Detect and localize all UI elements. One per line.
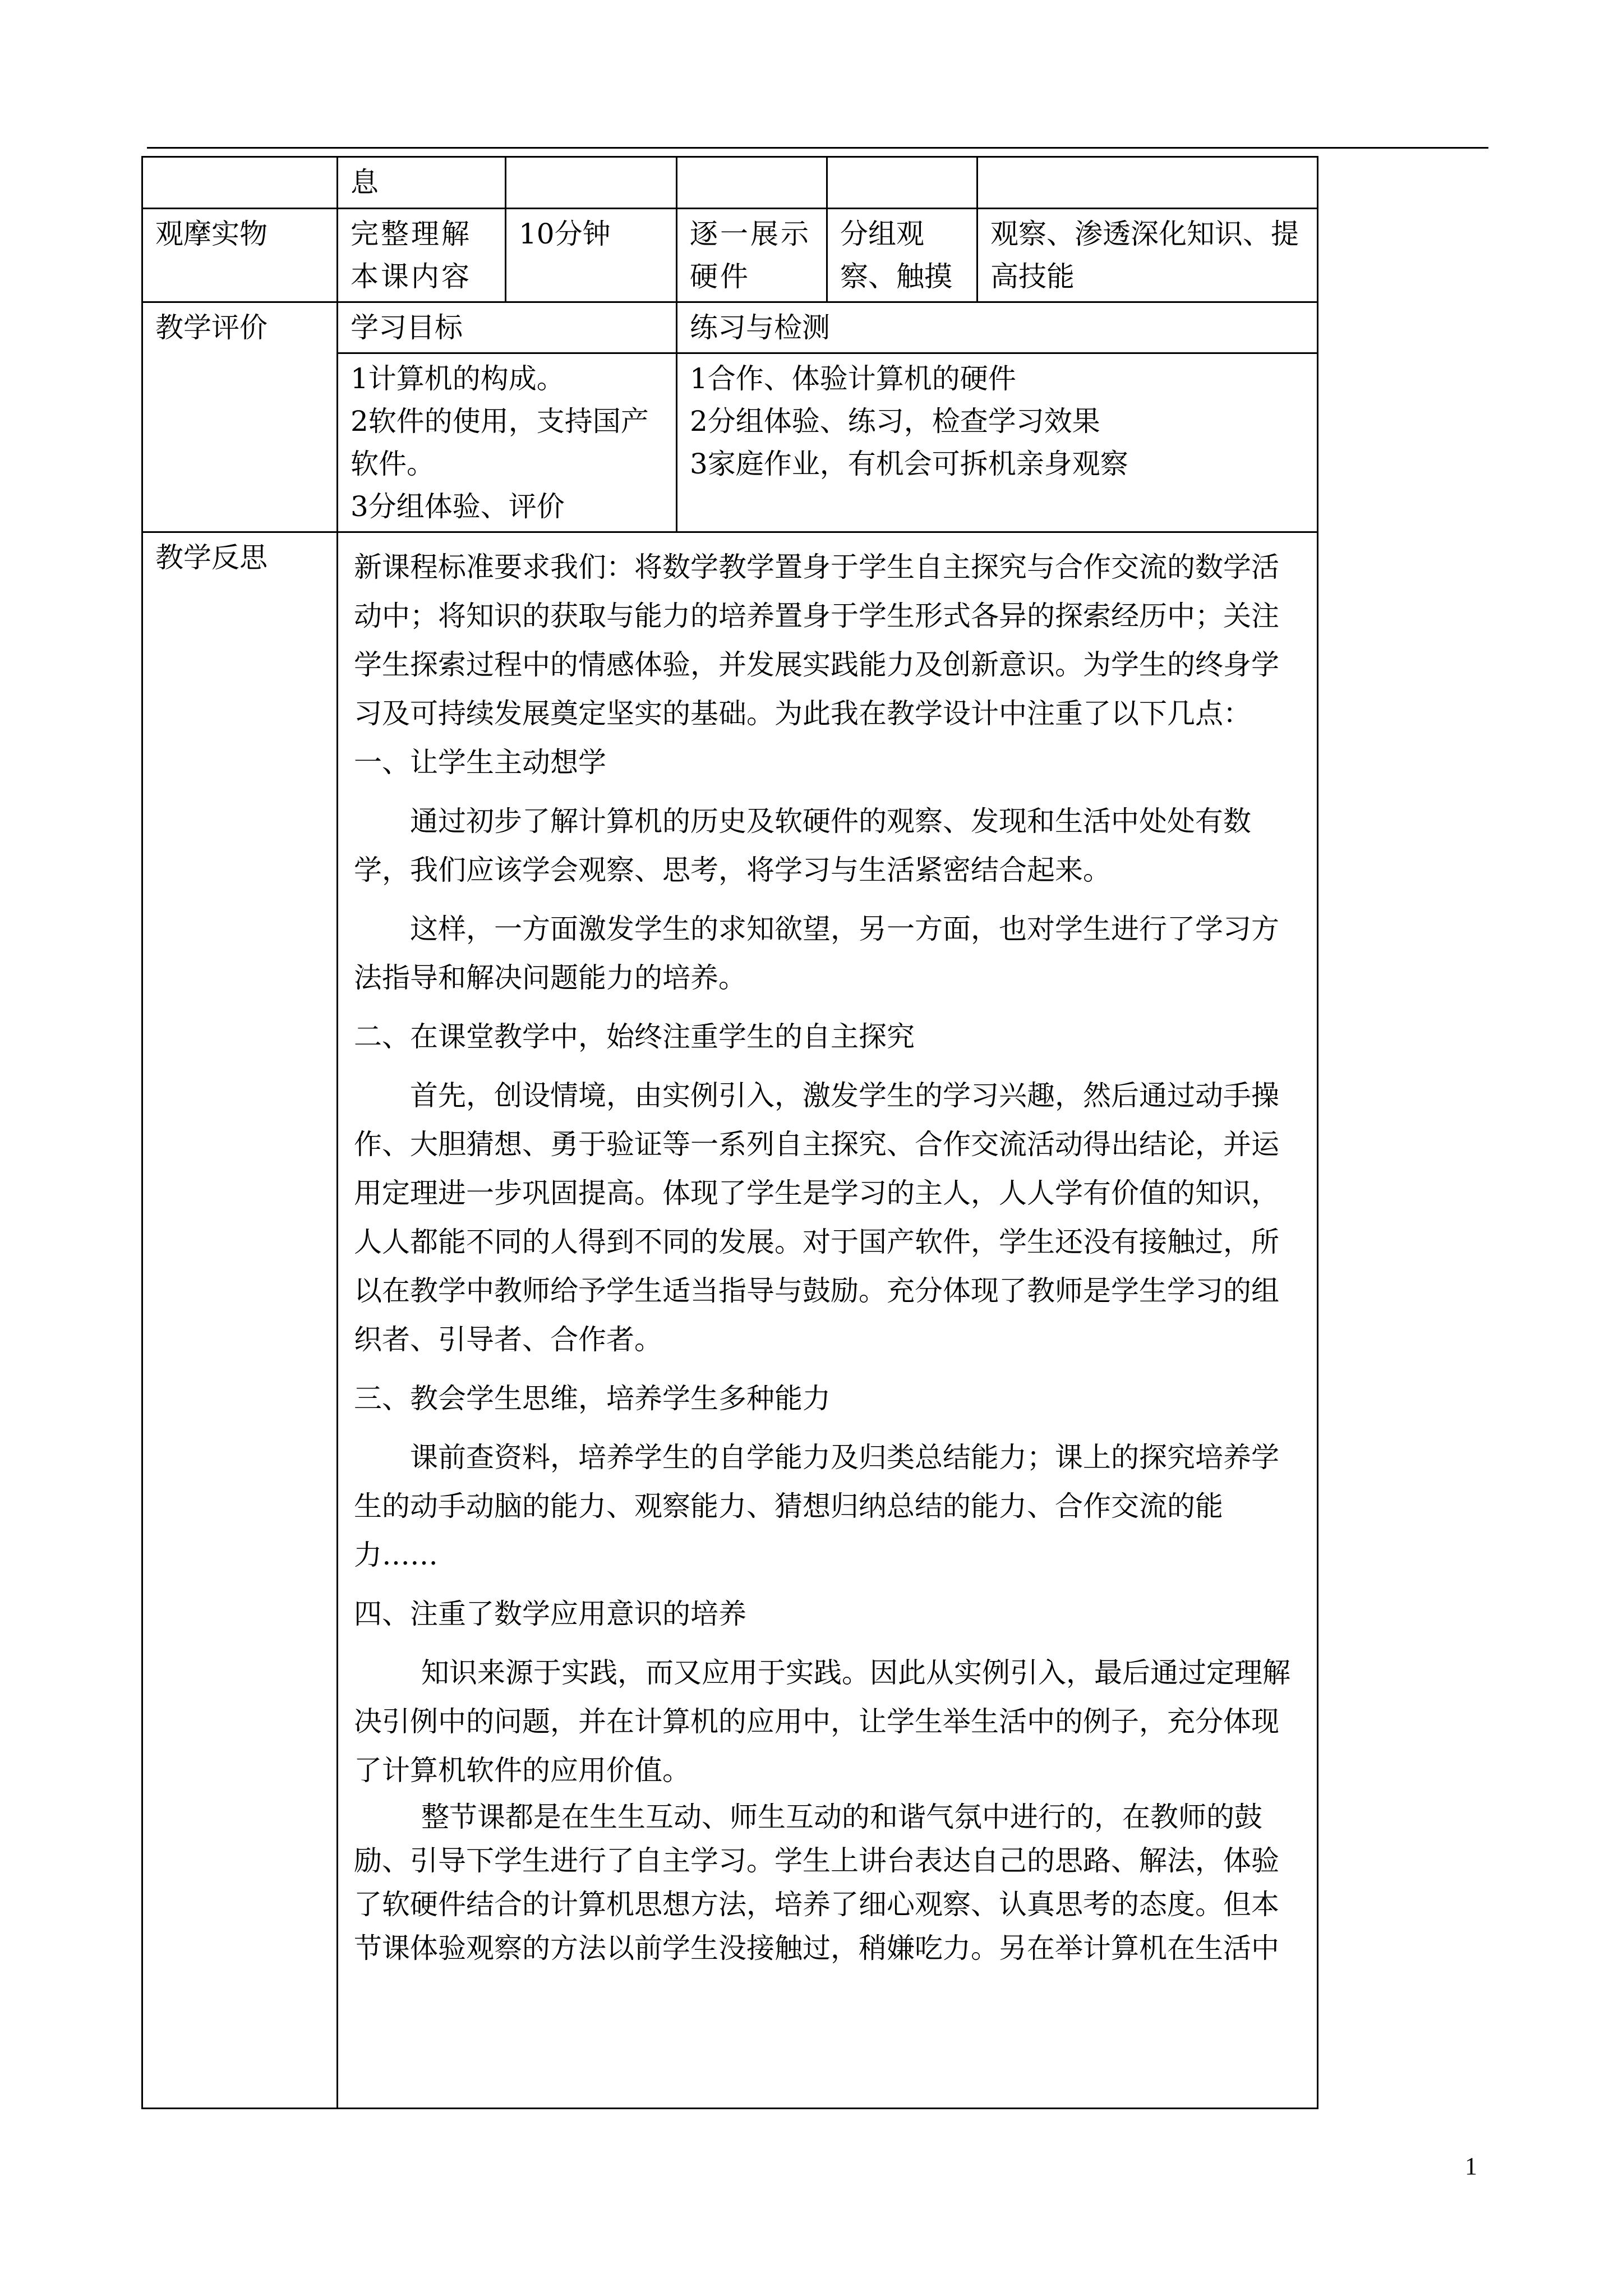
- reflection-paragraph: 整节课都是在生生互动、师生互动的和谐气氛中进行的，在教师的鼓励、引导下学生进行了自主学习。学生上讲台表达自己的思路、解法，体验了软硬件结合的计算机思想方法，培养了细心观察、认真思考的态度。但本节课体验观察的方法以前学生没接触过，稍嫌吃力。另在举计算机在生活中: [354, 1801, 1279, 1964]
- cell-time: 10分钟: [506, 209, 677, 302]
- reflection-paragraph: 课前查资料，培养学生的自学能力及归类总结能力；课上的探究培养学生的动手动脑的能力、观察能力、猜想归纳总结的能力、合作交流的能力……: [354, 1441, 1279, 1571]
- reflection-paragraph: 这样，一方面激发学生的求知欲望，另一方面，也对学生进行了学习方法指导和解决问题能力的培养。: [354, 913, 1279, 994]
- practice-item: 2分组体验、练习，检查学习效果: [690, 405, 1100, 438]
- page-number: 1: [1465, 2152, 1477, 2180]
- cell-content: 完整理解本课内容: [338, 209, 506, 302]
- cell-empty: [506, 157, 677, 209]
- cell-partial-text: 息: [338, 157, 506, 209]
- cell-practice: [677, 353, 1318, 532]
- section-heading: 一、让学生主动想学: [354, 746, 606, 779]
- goal-item: 2软件的使用，支持国产软件。: [351, 405, 649, 480]
- cell-student-activity: 分组观察、触摸: [827, 209, 978, 302]
- row-label-observe: 观摩实物: [142, 209, 338, 302]
- cell-learning-goals: [338, 353, 677, 532]
- cell-design-intent: 观察、渗透深化知识、提高技能: [978, 209, 1318, 302]
- header-learning-goals: 学习目标: [338, 302, 677, 353]
- section-heading: 二、在课堂教学中，始终注重学生的自主探究: [354, 1020, 915, 1053]
- section-heading: 四、注重了数学应用意识的培养: [354, 1598, 746, 1630]
- practice-item: 1合作、体验计算机的硬件: [690, 362, 1016, 395]
- row-label-evaluation: 教学评价: [142, 302, 338, 532]
- table-row-reflection: [142, 532, 1318, 2109]
- reflection-paragraph: 新课程标准要求我们：将数学教学置身于学生自主探究与合作交流的数学活动中；将知识的获取与能力的培养置身于学生形式各异的探索经历中；关注学生探索过程中的情感体验，并发展实践能力及创新意识。为学生的终身学习及可持续发展奠定坚实的基础。为此我在教学设计中注重了以下几点：: [354, 551, 1279, 730]
- cell-teacher-activity: 逐一展示硬件: [677, 209, 827, 302]
- cell-empty: [978, 157, 1318, 209]
- reflection-paragraph: 知识来源于实践，而又应用于实践。因此从实例引入，最后通过定理解决引例中的问题，并在计算机的应用中，让学生举生活中的例子，充分体现了计算机软件的应用价值。: [354, 1657, 1290, 1787]
- header-rule: [147, 147, 1488, 149]
- table-row-observe: [142, 209, 1318, 302]
- lesson-plan-table: [141, 156, 1318, 2109]
- reflection-paragraph: 首先，创设情境，由实例引入，激发学生的学习兴趣，然后通过动手操作、大胆猜想、勇于验证等一系列自主探究、合作交流活动得出结论，并运用定理进一步巩固提高。体现了学生是学习的主人，人人学有价值的知识，人人都能不同的人得到不同的发展。对于国产软件，学生还没有接触过，所以在教学中教师给予学生适当指导与鼓励。充分体现了教师是学生学习的组织者、引导者、合作者。: [354, 1079, 1279, 1356]
- table-row-partial: [142, 157, 1318, 209]
- cell-reflection: [338, 532, 1318, 2109]
- reflection-paragraph: 通过初步了解计算机的历史及软硬件的观察、发现和生活中处处有数学，我们应该学会观察、思考，将学习与生活紧密结合起来。: [354, 805, 1251, 886]
- row-label-reflection: 教学反思: [142, 532, 338, 2109]
- goal-item: 3分组体验、评价: [351, 490, 565, 523]
- table-row-evaluation-head: [142, 302, 1318, 353]
- cell-empty: [677, 157, 827, 209]
- practice-item: 3家庭作业，有机会可拆机亲身观察: [690, 448, 1128, 480]
- goal-item: 1计算机的构成。: [351, 362, 565, 395]
- section-heading: 三、教会学生思维，培养学生多种能力: [354, 1382, 831, 1415]
- cell-empty: [827, 157, 978, 209]
- cell-empty: [142, 157, 338, 209]
- header-practice: 练习与检测: [677, 302, 1318, 353]
